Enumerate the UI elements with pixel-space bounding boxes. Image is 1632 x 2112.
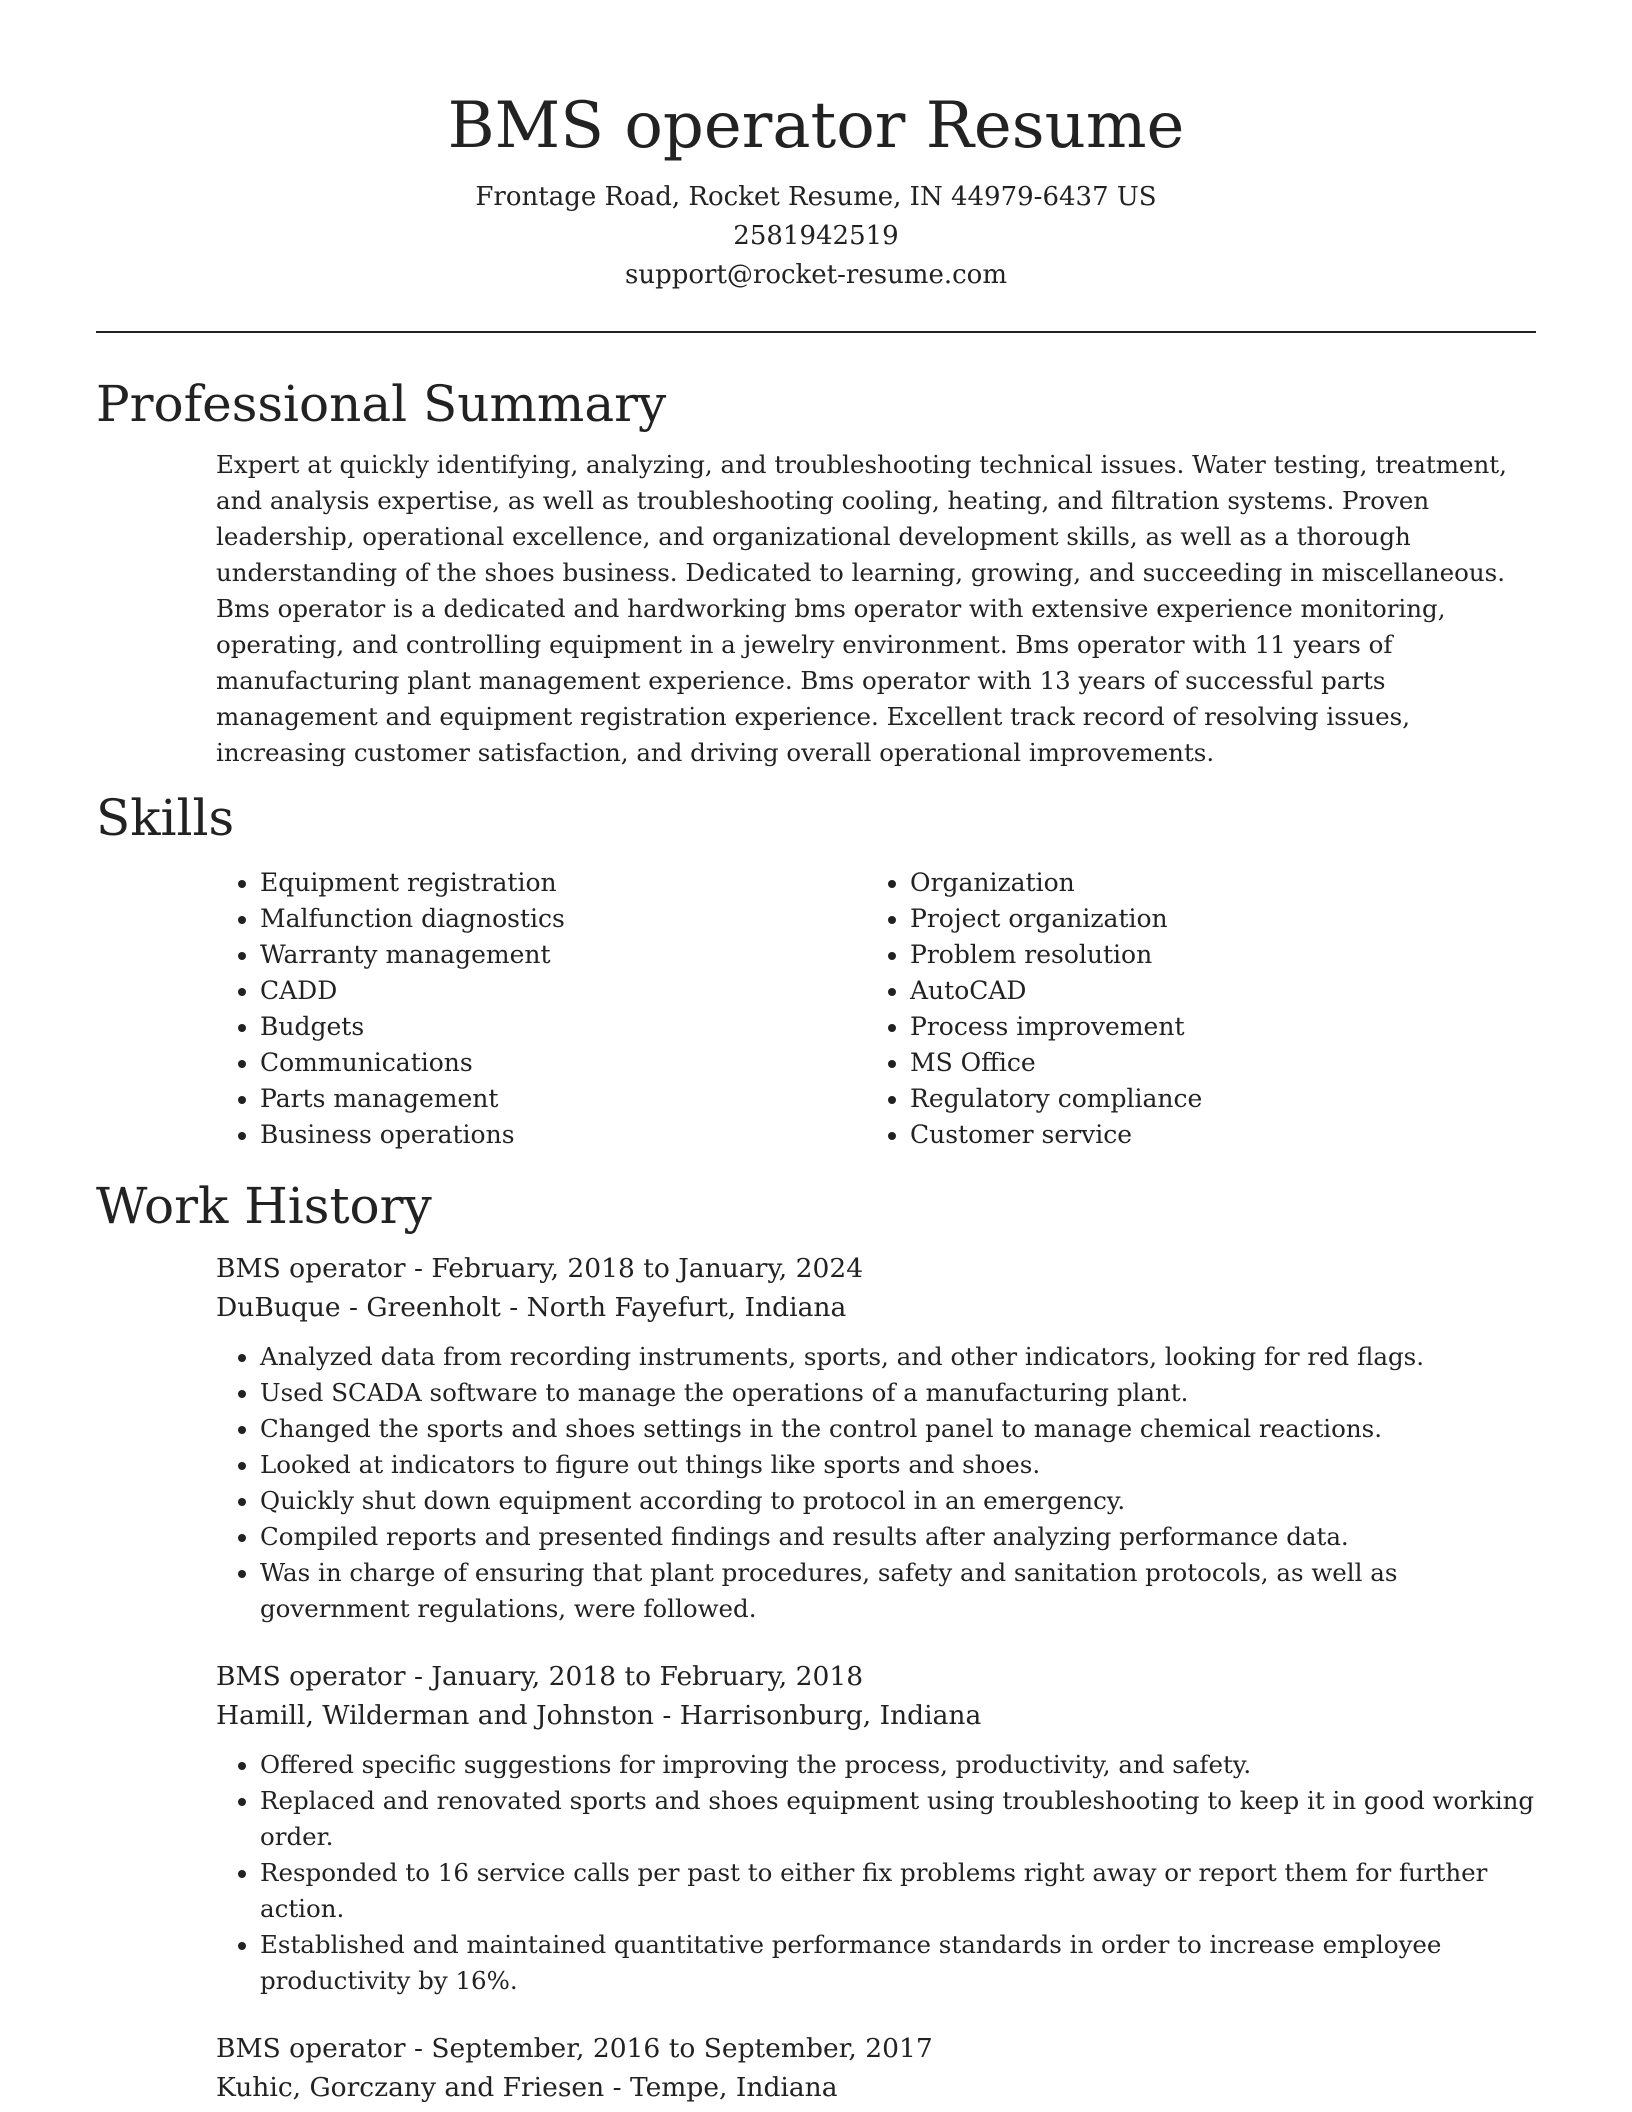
skill-item: • Communications	[260, 1045, 866, 1081]
job-duties	[216, 1339, 1536, 1627]
resume-title: BMS operator Resume	[447, 89, 1185, 163]
job-company: Hamill, Wilderman and Johnston - Harrisonburg, Indiana	[216, 1700, 982, 1731]
job-duty: • Analyzed data from recording instruments, sports, and other indicators, looking for red flags.	[260, 1339, 1536, 1375]
skill-item: • Customer service	[910, 1117, 1516, 1153]
job-duty: • Compiled reports and presented findings and results after analyzing performance data.	[260, 1519, 1536, 1555]
job-duty: • Replaced and renovated sports and shoes equipment using troubleshooting to keep it in good working order.	[260, 1783, 1536, 1855]
skill-item: • Organization	[910, 865, 1516, 901]
job-company: DuBuque - Greenholt - North Fayefurt, Indiana	[216, 1292, 847, 1323]
job-duty: • Responded to 16 service calls per past to either fix problems right away or report them for further action.	[260, 1855, 1536, 1927]
job-title: BMS operator - January, 2018 to February, 2018	[216, 1661, 864, 1692]
contact-email: support@rocket-resume.com	[624, 260, 1007, 290]
job-duty: • Established and maintained quantitative performance standards in order to increase employee productivity by 16%.	[260, 1927, 1536, 1999]
job-title: BMS operator - February, 2018 to January, 2024	[216, 1253, 864, 1284]
job-duty: • Used SCADA software to manage the operations of a manufacturing plant.	[260, 1375, 1536, 1411]
contact-phone: 2581942519	[733, 221, 899, 251]
skills-column-right	[866, 865, 1516, 1153]
job-entry	[216, 1249, 1536, 1627]
skills-heading: Skills	[96, 789, 235, 847]
job-duty: • Quickly shut down equipment according to protocol in an emergency.	[260, 1483, 1536, 1519]
skill-item: • Project organization	[910, 901, 1516, 937]
skills-list	[216, 865, 1536, 1153]
skill-item: • Malfunction diagnostics	[260, 901, 866, 937]
job-duty: • Changed the sports and shoes settings in the control panel to manage chemical reactions.	[260, 1411, 1536, 1447]
skill-item: • Equipment registration	[260, 865, 866, 901]
contact-info	[96, 178, 1536, 295]
skill-item: • Process improvement	[910, 1009, 1516, 1045]
job-duties	[216, 1747, 1536, 1999]
summary-text: Expert at quickly identifying, analyzing, and troubleshooting technical issues. Water testing, treatment, and analysis expertise, as well as troubleshooting cooling, heating, and filtration systems. Proven leadership, operational excellence, and organizational development skills, as well as a thorough understanding of the shoes business. Dedicated to learning, growing, and succeeding in miscellaneous. Bms operator is a dedicated and hardworking bms operator with extensive experience monitoring, operating, and controlling equipment in a jewelry environment. Bms operator with 11 years of manufacturing plant management experience. Bms operator with 13 years of successful parts management and equipment registration experience. Excellent track record of resolving issues, increasing customer satisfaction, and driving overall operational improvements.	[216, 450, 1507, 767]
job-entry	[216, 2029, 1536, 2107]
resume-header	[96, 0, 1536, 295]
skill-item: • Parts management	[260, 1081, 866, 1117]
skill-item: • Warranty management	[260, 937, 866, 973]
skill-item: • Business operations	[260, 1117, 866, 1153]
skill-item: • Problem resolution	[910, 937, 1516, 973]
work-history-heading: Work History	[96, 1177, 432, 1235]
resume-page	[96, 0, 1536, 2107]
skills-column-left	[216, 865, 866, 1153]
header-divider	[96, 331, 1536, 333]
contact-address: Frontage Road, Rocket Resume, IN 44979-6437 US	[475, 182, 1157, 212]
skill-item: • MS Office	[910, 1045, 1516, 1081]
job-title: BMS operator - September, 2016 to September, 2017	[216, 2033, 933, 2064]
job-duty: • Offered specific suggestions for improving the process, productivity, and safety.	[260, 1747, 1536, 1783]
skill-item: • AutoCAD	[910, 973, 1516, 1009]
skill-item: • Budgets	[260, 1009, 866, 1045]
job-company: Kuhic, Gorczany and Friesen - Tempe, Indiana	[216, 2072, 838, 2103]
skill-item: • CADD	[260, 973, 866, 1009]
skill-item: • Regulatory compliance	[910, 1081, 1516, 1117]
summary-heading: Professional Summary	[96, 375, 667, 433]
job-duty: • Was in charge of ensuring that plant procedures, safety and sanitation protocols, as well as government regulations, were followed.	[260, 1555, 1536, 1627]
job-entry	[216, 1657, 1536, 1999]
job-duty: • Looked at indicators to figure out things like sports and shoes.	[260, 1447, 1536, 1483]
